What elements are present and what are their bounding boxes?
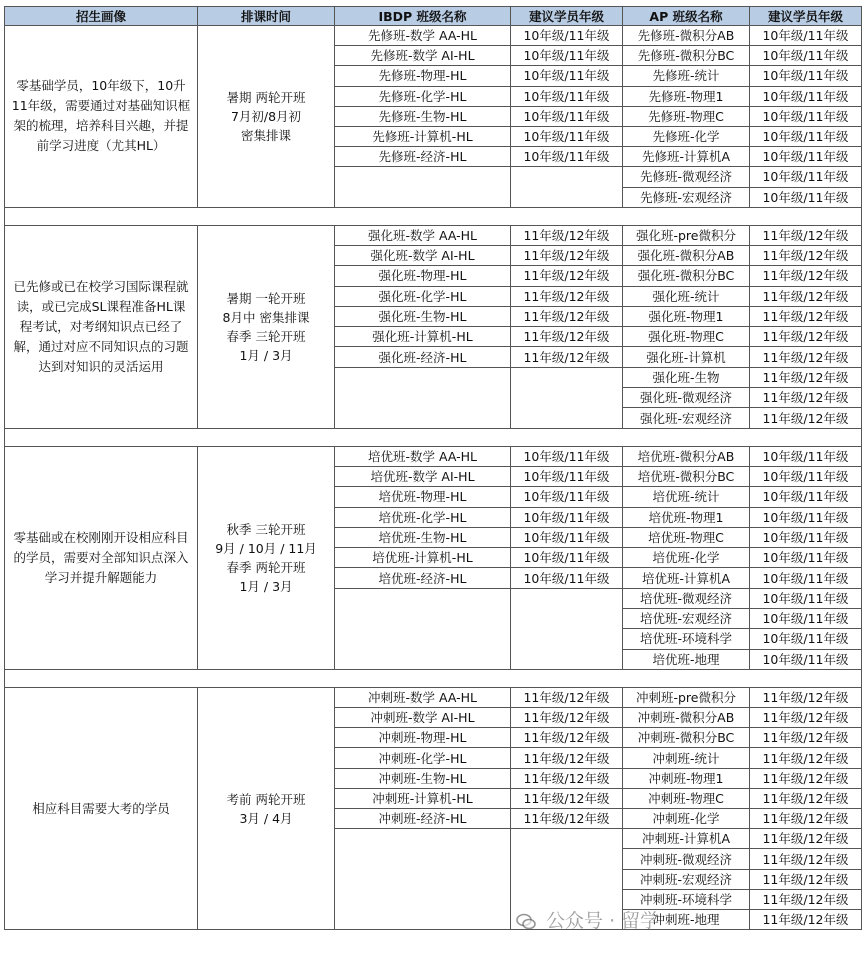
ibdp-grade: 10年级/11年级 (511, 548, 623, 568)
ap-class-name: 先修班-化学 (623, 126, 750, 146)
ap-class-name: 强化班-生物 (623, 367, 750, 387)
header-ibdp-grade: 建议学员年级 (511, 7, 623, 26)
ibdp-grade: 11年级/12年级 (511, 708, 623, 728)
ibdp-empty-cell (335, 588, 511, 669)
header-ap-grade: 建议学员年级 (750, 7, 862, 26)
ap-grade: 10年级/11年级 (750, 446, 862, 466)
student-profile-cell: 零基础或在校刚刚开设相应科目的学员，需要对全部知识点深入学习并提升解题能力 (5, 446, 198, 669)
ap-class-name: 强化班-pre微积分 (623, 225, 750, 245)
ibdp-grade: 10年级/11年级 (511, 466, 623, 486)
ap-class-name: 培优班-化学 (623, 548, 750, 568)
ibdp-grade: 10年级/11年级 (511, 126, 623, 146)
section-separator (5, 207, 862, 225)
ap-class-name: 强化班-计算机 (623, 347, 750, 367)
ap-class-name: 强化班-物理C (623, 327, 750, 347)
ibdp-class-name: 培优班-物理-HL (335, 487, 511, 507)
ibdp-grade: 11年级/12年级 (511, 748, 623, 768)
ibdp-class-name: 先修班-物理-HL (335, 66, 511, 86)
schedule-line: 密集排课 (240, 127, 291, 143)
ap-class-name: 强化班-物理1 (623, 306, 750, 326)
ap-grade: 10年级/11年级 (750, 507, 862, 527)
ap-grade: 10年级/11年级 (750, 588, 862, 608)
ap-class-name: 培优班-微积分BC (623, 466, 750, 486)
ap-grade: 10年级/11年级 (750, 649, 862, 669)
ap-class-name: 冲刺班-化学 (623, 809, 750, 829)
ibdp-class-name: 培优班-数学 AA-HL (335, 446, 511, 466)
ap-class-name: 冲刺班-微积分AB (623, 708, 750, 728)
schedule-line: 3月 / 4月 (239, 810, 293, 826)
ap-grade: 10年级/11年级 (750, 487, 862, 507)
ap-grade: 11年级/12年级 (750, 286, 862, 306)
ap-grade: 11年级/12年级 (750, 245, 862, 265)
ibdp-grade: 10年级/11年级 (511, 46, 623, 66)
ap-class-name: 强化班-统计 (623, 286, 750, 306)
wechat-icon (516, 913, 536, 931)
student-profile-cell: 已先修或已在校学习国际课程就读，或已完成SL课程准备HL课程考试，对考纲知识点已经了解，通过对应不同知识点的习题达到对知识的灵活运用 (5, 225, 198, 428)
ap-class-name: 先修班-计算机A (623, 147, 750, 167)
ibdp-class-name: 冲刺班-物理-HL (335, 728, 511, 748)
ap-grade: 10年级/11年级 (750, 548, 862, 568)
ibdp-class-name: 先修班-计算机-HL (335, 126, 511, 146)
ibdp-class-name: 培优班-生物-HL (335, 527, 511, 547)
ibdp-grade: 11年级/12年级 (511, 687, 623, 707)
ibdp-grade: 10年级/11年级 (511, 26, 623, 46)
section-separator (5, 669, 862, 687)
ibdp-class-name: 先修班-生物-HL (335, 106, 511, 126)
ibdp-grade-empty-cell (511, 167, 623, 207)
schedule-line: 1月 / 3月 (239, 347, 293, 363)
schedule-cell (198, 446, 335, 669)
ap-class-name: 培优班-统计 (623, 487, 750, 507)
ap-class-name: 先修班-宏观经济 (623, 187, 750, 207)
ap-class-name: 培优班-物理1 (623, 507, 750, 527)
ap-grade: 11年级/12年级 (750, 849, 862, 869)
ap-class-name: 先修班-物理C (623, 106, 750, 126)
ibdp-grade: 11年级/12年级 (511, 728, 623, 748)
ibdp-grade: 10年级/11年级 (511, 568, 623, 588)
ap-class-name: 先修班-微积分AB (623, 26, 750, 46)
ap-grade: 10年级/11年级 (750, 167, 862, 187)
ap-grade: 10年级/11年级 (750, 126, 862, 146)
ap-grade: 11年级/12年级 (750, 306, 862, 326)
ap-class-name: 冲刺班-pre微积分 (623, 687, 750, 707)
ap-class-name: 冲刺班-地理 (623, 909, 750, 929)
ap-grade: 11年级/12年级 (750, 889, 862, 909)
student-profile-cell: 零基础学员，10年级下，10升11年级，需要通过对基础知识框架的梳理，培养科目兴趣，并提前学习进度（尤其HL） (5, 26, 198, 208)
ibdp-grade: 11年级/12年级 (511, 327, 623, 347)
course-schedule-table (4, 6, 862, 930)
ibdp-class-name: 冲刺班-数学 AA-HL (335, 687, 511, 707)
ap-class-name: 强化班-微积分BC (623, 266, 750, 286)
header-profile: 招生画像 (5, 7, 198, 26)
watermark (516, 906, 659, 933)
ibdp-class-name: 冲刺班-数学 AI-HL (335, 708, 511, 728)
ibdp-grade: 11年级/12年级 (511, 245, 623, 265)
ibdp-grade: 11年级/12年级 (511, 286, 623, 306)
ap-class-name: 培优班-物理C (623, 527, 750, 547)
ap-grade: 10年级/11年级 (750, 187, 862, 207)
ibdp-class-name: 先修班-数学 AI-HL (335, 46, 511, 66)
ap-grade: 11年级/12年级 (750, 266, 862, 286)
ap-class-name: 冲刺班-计算机A (623, 829, 750, 849)
table-body (5, 26, 862, 930)
schedule-line: 8月中 密集排课 (222, 309, 310, 325)
ap-grade: 10年级/11年级 (750, 568, 862, 588)
ap-class-name: 冲刺班-统计 (623, 748, 750, 768)
ap-grade: 10年级/11年级 (750, 106, 862, 126)
ibdp-class-name: 培优班-计算机-HL (335, 548, 511, 568)
schedule-line: 暑期 两轮开班 (226, 89, 306, 105)
ap-grade: 10年级/11年级 (750, 46, 862, 66)
ap-grade: 11年级/12年级 (750, 367, 862, 387)
ap-class-name: 先修班-微积分BC (623, 46, 750, 66)
ap-class-name: 培优班-环境科学 (623, 629, 750, 649)
ap-grade: 10年级/11年级 (750, 629, 862, 649)
ap-class-name: 冲刺班-微积分BC (623, 728, 750, 748)
ap-class-name: 冲刺班-环境科学 (623, 889, 750, 909)
ibdp-class-name: 培优班-化学-HL (335, 507, 511, 527)
table-row (5, 687, 862, 707)
ap-grade: 11年级/12年级 (750, 909, 862, 929)
ap-grade: 11年级/12年级 (750, 327, 862, 347)
ap-grade: 10年级/11年级 (750, 86, 862, 106)
ibdp-grade: 10年级/11年级 (511, 487, 623, 507)
ap-grade: 11年级/12年级 (750, 768, 862, 788)
table-row (5, 26, 862, 46)
ap-class-name: 培优班-微观经济 (623, 588, 750, 608)
schedule-line: 7月初/8月初 (230, 108, 302, 124)
ap-class-name: 先修班-微观经济 (623, 167, 750, 187)
schedule-line: 考前 两轮开班 (226, 791, 306, 807)
ibdp-grade: 11年级/12年级 (511, 788, 623, 808)
ap-grade: 11年级/12年级 (750, 829, 862, 849)
ap-grade: 11年级/12年级 (750, 347, 862, 367)
header-row (5, 7, 862, 26)
table-row (5, 225, 862, 245)
ap-class-name: 冲刺班-物理C (623, 788, 750, 808)
ap-grade: 11年级/12年级 (750, 869, 862, 889)
ibdp-grade: 10年级/11年级 (511, 507, 623, 527)
ap-grade: 11年级/12年级 (750, 788, 862, 808)
ibdp-grade: 11年级/12年级 (511, 347, 623, 367)
ap-grade: 10年级/11年级 (750, 609, 862, 629)
schedule-line: 暑期 一轮开班 (226, 290, 306, 306)
ibdp-class-name: 强化班-物理-HL (335, 266, 511, 286)
ap-class-name: 强化班-宏观经济 (623, 408, 750, 428)
ibdp-grade: 10年级/11年级 (511, 527, 623, 547)
ibdp-class-name: 培优班-数学 AI-HL (335, 466, 511, 486)
ap-class-name: 先修班-统计 (623, 66, 750, 86)
ibdp-grade: 11年级/12年级 (511, 266, 623, 286)
schedule-line: 9月 / 10月 / 11月 (215, 540, 317, 556)
ap-class-name: 先修班-物理1 (623, 86, 750, 106)
ap-class-name: 冲刺班-宏观经济 (623, 869, 750, 889)
ibdp-grade: 11年级/12年级 (511, 768, 623, 788)
ap-grade: 11年级/12年级 (750, 408, 862, 428)
ibdp-grade-empty-cell (511, 367, 623, 428)
ap-grade: 11年级/12年级 (750, 728, 862, 748)
ibdp-grade: 11年级/12年级 (511, 225, 623, 245)
schedule-cell (198, 26, 335, 208)
separator-cell (5, 428, 862, 446)
ap-grade: 10年级/11年级 (750, 26, 862, 46)
ap-grade: 11年级/12年级 (750, 687, 862, 707)
ibdp-class-name: 强化班-数学 AI-HL (335, 245, 511, 265)
schedule-cell (198, 687, 335, 929)
ap-class-name: 强化班-微积分AB (623, 245, 750, 265)
ap-class-name: 培优班-地理 (623, 649, 750, 669)
ap-class-name: 强化班-微观经济 (623, 388, 750, 408)
header-ap: AP 班级名称 (623, 7, 750, 26)
ibdp-class-name: 冲刺班-计算机-HL (335, 788, 511, 808)
ibdp-class-name: 先修班-数学 AA-HL (335, 26, 511, 46)
ibdp-class-name: 培优班-经济-HL (335, 568, 511, 588)
ibdp-grade: 10年级/11年级 (511, 446, 623, 466)
ap-grade: 11年级/12年级 (750, 225, 862, 245)
ibdp-class-name: 先修班-化学-HL (335, 86, 511, 106)
ibdp-class-name: 强化班-经济-HL (335, 347, 511, 367)
ap-grade: 11年级/12年级 (750, 388, 862, 408)
ibdp-class-name: 强化班-数学 AA-HL (335, 225, 511, 245)
ap-grade: 10年级/11年级 (750, 466, 862, 486)
ap-grade: 11年级/12年级 (750, 748, 862, 768)
ibdp-class-name: 冲刺班-经济-HL (335, 809, 511, 829)
ap-grade: 10年级/11年级 (750, 147, 862, 167)
ap-grade: 11年级/12年级 (750, 809, 862, 829)
ap-class-name: 培优班-微积分AB (623, 446, 750, 466)
ap-class-name: 培优班-宏观经济 (623, 609, 750, 629)
ap-grade: 11年级/12年级 (750, 708, 862, 728)
table-row (5, 446, 862, 466)
ibdp-empty-cell (335, 367, 511, 428)
ap-grade: 10年级/11年级 (750, 66, 862, 86)
separator-cell (5, 207, 862, 225)
ibdp-class-name: 强化班-生物-HL (335, 306, 511, 326)
ibdp-grade-empty-cell (511, 588, 623, 669)
ap-class-name: 冲刺班-物理1 (623, 768, 750, 788)
schedule-line: 秋季 三轮开班 (226, 521, 306, 537)
ibdp-empty-cell (335, 829, 511, 930)
separator-cell (5, 669, 862, 687)
ibdp-grade: 10年级/11年级 (511, 86, 623, 106)
ibdp-class-name: 冲刺班-化学-HL (335, 748, 511, 768)
ap-grade: 10年级/11年级 (750, 527, 862, 547)
ibdp-grade: 10年级/11年级 (511, 106, 623, 126)
schedule-line: 春季 两轮开班 (226, 559, 306, 575)
schedule-line: 春季 三轮开班 (226, 328, 306, 344)
ibdp-empty-cell (335, 167, 511, 207)
ibdp-grade: 11年级/12年级 (511, 306, 623, 326)
schedule-line: 1月 / 3月 (239, 578, 293, 594)
ibdp-grade: 10年级/11年级 (511, 147, 623, 167)
ibdp-class-name: 强化班-化学-HL (335, 286, 511, 306)
ibdp-class-name: 先修班-经济-HL (335, 147, 511, 167)
schedule-cell (198, 225, 335, 428)
header-schedule: 排课时间 (198, 7, 335, 26)
ibdp-grade: 10年级/11年级 (511, 66, 623, 86)
student-profile-cell: 相应科目需要大考的学员 (5, 687, 198, 929)
ibdp-class-name: 冲刺班-生物-HL (335, 768, 511, 788)
header-ibdp: IBDP 班级名称 (335, 7, 511, 26)
ibdp-class-name: 强化班-计算机-HL (335, 327, 511, 347)
ap-class-name: 冲刺班-微观经济 (623, 849, 750, 869)
ap-class-name: 培优班-计算机A (623, 568, 750, 588)
ibdp-grade: 11年级/12年级 (511, 809, 623, 829)
watermark-text: 公众号 · 留学 (546, 910, 660, 932)
section-separator (5, 428, 862, 446)
